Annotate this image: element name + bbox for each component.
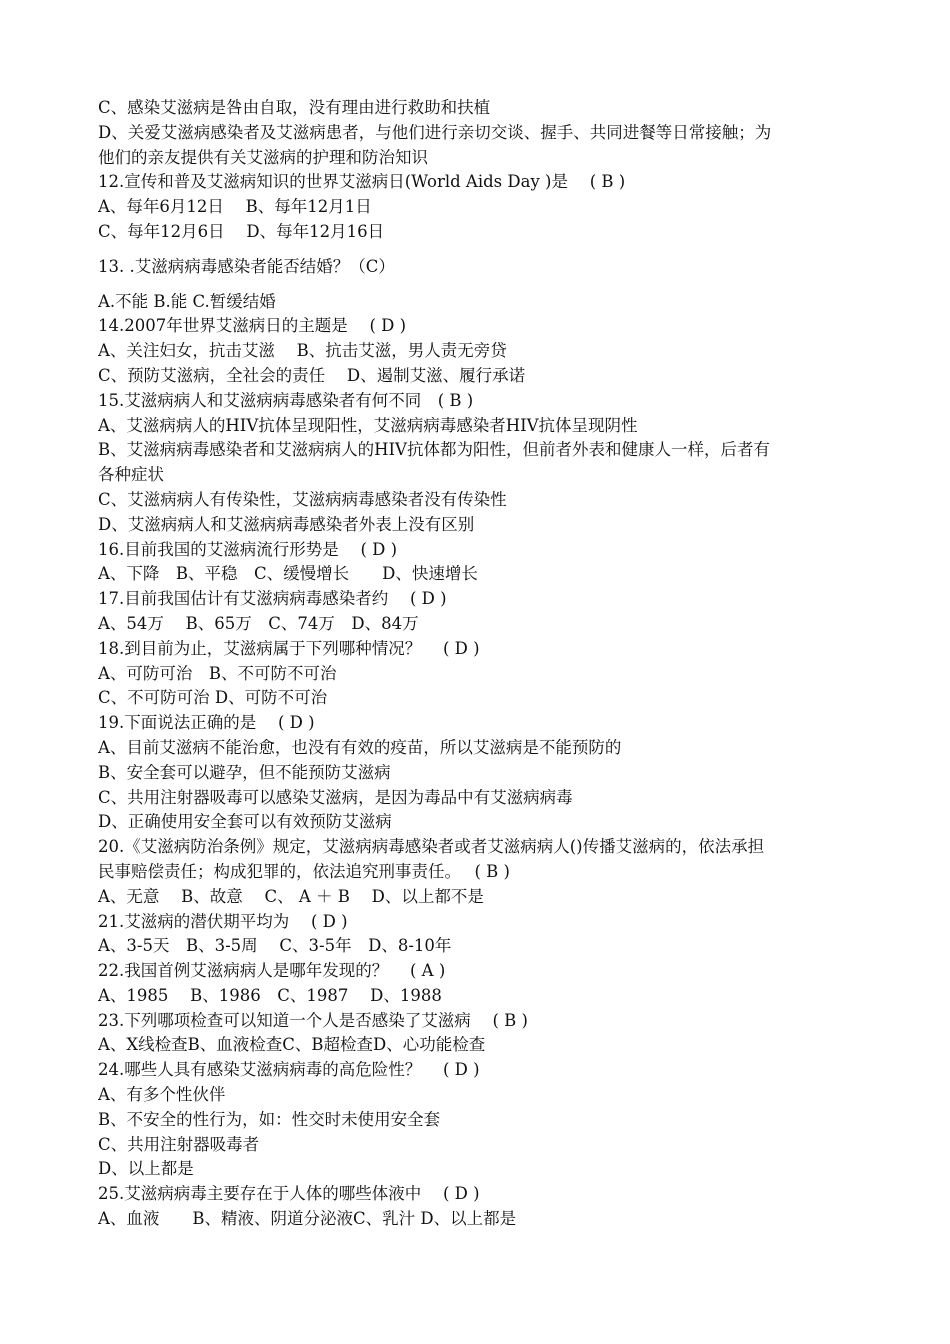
- spacer: [98, 280, 868, 290]
- text-line: B、不安全的性行为，如：性交时未使用安全套: [98, 1109, 441, 1129]
- question-23: 23.下列哪项检查可以知道一个人是否感染了艾滋病 ( B ): [98, 1010, 528, 1030]
- text-line: C、艾滋病病人有传染性，艾滋病病毒感染者没有传染性: [98, 489, 507, 509]
- text-line: D、以上都是: [98, 1159, 194, 1179]
- text-line: D、艾滋病病人和艾滋病病毒感染者外表上没有区别: [98, 514, 475, 534]
- text-line: D、正确使用安全套可以有效预防艾滋病: [98, 812, 392, 832]
- spacer: [98, 245, 868, 255]
- question-21: 21.艾滋病的潜伏期平均为 ( D ): [98, 911, 348, 931]
- question-12: 12.宣传和普及艾滋病知识的世界艾滋病日(World Aids Day )是 ( B ): [98, 172, 626, 192]
- text-line: A、目前艾滋病不能治愈，也没有有效的疫苗，所以艾滋病是不能预防的: [98, 737, 622, 757]
- question-18: 18.到目前为止，艾滋病属于下列哪种情况？ ( D ): [98, 638, 480, 658]
- question-15: 15.艾滋病病人和艾滋病病毒感染者有何不同 ( B ): [98, 390, 474, 410]
- text-line: C、感染艾滋病是咎由自取，没有理由进行救助和扶植: [98, 98, 491, 117]
- question-19: 19.下面说法正确的是 ( D ): [98, 713, 315, 733]
- text-line: A、X线检查B、血液检查C、B超检查D、心功能检查: [98, 1035, 486, 1055]
- text-line: 各种症状: [98, 465, 164, 485]
- question-14: 14.2007年世界艾滋病日的主题是 ( D ): [98, 316, 407, 336]
- text-line: A、无意 B、故意 C、 A ＋ B D、以上都不是: [98, 886, 484, 906]
- text-line: A、每年6月12日 B、每年12月1日: [98, 197, 372, 217]
- question-17: 17.目前我国估计有艾滋病病毒感染者约 ( D ): [98, 589, 447, 609]
- text-line: C、共用注射器吸毒者: [98, 1134, 260, 1154]
- text-line: A、1985 B、1986 C、1987 D、1988: [98, 985, 442, 1005]
- text-line: B、安全套可以避孕，但不能预防艾滋病: [98, 762, 391, 782]
- text-line: B、艾滋病病毒感染者和艾滋病病人的HIV抗体都为阳性，但前者外表和健康人一样，后者有: [98, 440, 770, 460]
- text-line: D、关爱艾滋病感染者及艾滋病患者，与他们进行亲切交谈、握手、共同进餐等日常接触；为: [98, 122, 772, 142]
- text-line: A、54万 B、65万 C、74万 D、84万: [98, 613, 419, 633]
- text-line: A、有多个性伙伴: [98, 1085, 226, 1105]
- question-20: 20.《艾滋病防治条例》规定，艾滋病病毒感染者或者艾滋病病人()传播艾滋病的，依法承担: [98, 837, 765, 857]
- text-line: C、不可防可治 D、可防不可治: [98, 688, 328, 708]
- text-line: A、艾滋病病人的HIV抗体呈现阳性，艾滋病病毒感染者HIV抗体呈现阴性: [98, 415, 638, 435]
- text-line: C、预防艾滋病，全社会的责任 D、遏制艾滋、履行承诺: [98, 365, 526, 385]
- text-line: A.不能 B.能 C.暂缓结婚: [98, 291, 276, 311]
- text-line: A、血液 B、精液、阴道分泌液C、乳汁 D、以上都是: [98, 1209, 517, 1229]
- text-line: A、可防可治 B、不可防不可治: [98, 663, 337, 683]
- text-line: C、共用注射器吸毒可以感染艾滋病，是因为毒品中有艾滋病病毒: [98, 787, 573, 807]
- document-body: [98, 96, 868, 1232]
- question-25: 25.艾滋病病毒主要存在于人体的哪些体液中 ( D ): [98, 1184, 480, 1204]
- question-16: 16.目前我国的艾滋病流行形势是 ( D ): [98, 539, 398, 559]
- text-line: A、关注妇女，抗击艾滋 B、抗击艾滋，男人责无旁贷: [98, 341, 507, 361]
- text-line: C、每年12月6日 D、每年12月16日: [98, 221, 385, 241]
- text-line: A、3-5天 B、3-5周 C、3-5年 D、8-10年: [98, 936, 452, 956]
- question-24: 24.哪些人具有感染艾滋病病毒的高危险性？ ( D ): [98, 1060, 480, 1080]
- question-13: 13. .艾滋病病毒感染者能否结婚？（C）: [98, 256, 395, 276]
- text-line: 民事赔偿责任；构成犯罪的，依法追究刑事责任。 ( B ): [98, 861, 510, 881]
- question-22: 22.我国首例艾滋病病人是哪年发现的？ ( A ): [98, 961, 446, 981]
- text-line: 他们的亲友提供有关艾滋病的护理和防治知识: [98, 147, 428, 167]
- text-line: A、下降 B、平稳 C、缓慢增长 D、快速增长: [98, 564, 478, 584]
